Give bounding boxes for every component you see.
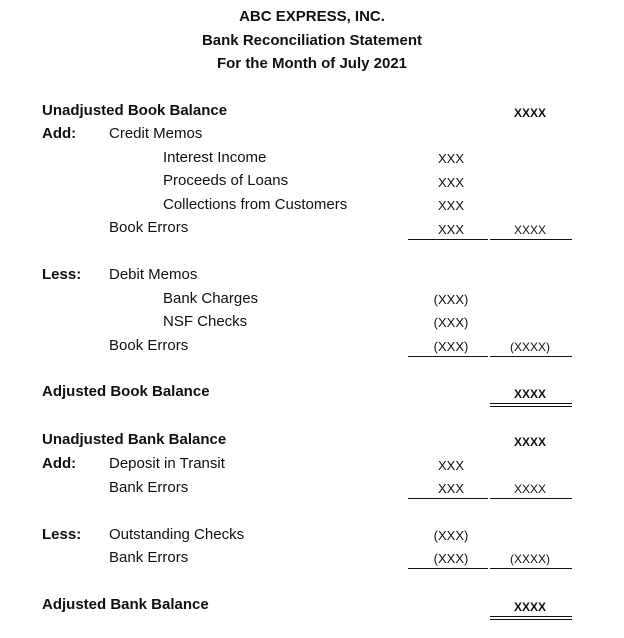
underline (408, 356, 488, 357)
bank-add-total: XXXX (513, 482, 546, 496)
underline (490, 239, 572, 240)
unadjusted-bank-balance-label: Unadjusted Bank Balance (42, 431, 227, 448)
book-add-errors-amount: XXX (437, 222, 464, 237)
unadjusted-book-balance-total: XXXX (513, 106, 546, 120)
credit-memos-label: Credit Memos (109, 125, 203, 142)
underline (490, 498, 572, 499)
bank-less-errors-amount: (XXX) (433, 551, 469, 566)
underline (490, 568, 572, 569)
adjusted-book-balance-label: Adjusted Book Balance (42, 383, 210, 400)
book-add-errors-label: Book Errors (109, 219, 189, 236)
bank-add-errors-amount: XXX (437, 481, 464, 496)
bank-add-label: Add: (42, 455, 77, 472)
outstanding-checks-amount: (XXX) (433, 528, 469, 543)
statement-title: Bank Reconciliation Statement (201, 32, 423, 49)
credit-item-amount: XXX (437, 175, 464, 190)
deposit-in-transit-label: Deposit in Transit (109, 455, 225, 472)
debit-item-label: Bank Charges (163, 290, 259, 307)
debit-item-amount: (XXX) (433, 292, 469, 307)
deposit-in-transit-amount: XXX (437, 458, 464, 473)
book-less-errors-label: Book Errors (109, 337, 189, 354)
outstanding-checks-label: Outstanding Checks (109, 526, 245, 543)
credit-item-label: Interest Income (163, 149, 267, 166)
adjusted-bank-balance-label: Adjusted Bank Balance (42, 596, 209, 613)
bank-less-errors-label: Bank Errors (109, 549, 189, 566)
book-less-label: Less: (42, 266, 82, 283)
book-less-errors-amount: (XXX) (433, 339, 469, 354)
book-add-total: XXXX (513, 223, 546, 237)
book-add-label: Add: (42, 125, 77, 142)
adjusted-book-balance-total: XXXX (513, 387, 546, 401)
debit-item-label: NSF Checks (163, 313, 248, 330)
underline (490, 356, 572, 357)
bank-less-label: Less: (42, 526, 82, 543)
adjusted-bank-balance-total: XXXX (513, 600, 546, 614)
credit-item-amount: XXX (437, 198, 464, 213)
statement-period: For the Month of July 2021 (216, 55, 408, 72)
underline (408, 568, 488, 569)
double-underline (490, 403, 572, 407)
credit-item-amount: XXX (437, 151, 464, 166)
debit-memos-label: Debit Memos (109, 266, 198, 283)
credit-item-label: Collections from Customers (163, 196, 348, 213)
credit-item-label: Proceeds of Loans (163, 172, 289, 189)
unadjusted-bank-balance-total: XXXX (513, 435, 546, 449)
bank-add-errors-label: Bank Errors (109, 479, 189, 496)
company-name: ABC EXPRESS, INC. (239, 8, 385, 25)
underline (408, 498, 488, 499)
unadjusted-book-balance-label: Unadjusted Book Balance (42, 102, 228, 119)
book-less-total: (XXXX) (509, 340, 550, 354)
double-underline (490, 616, 572, 620)
bank-less-total: (XXXX) (509, 552, 550, 566)
underline (408, 239, 488, 240)
debit-item-amount: (XXX) (433, 315, 469, 330)
